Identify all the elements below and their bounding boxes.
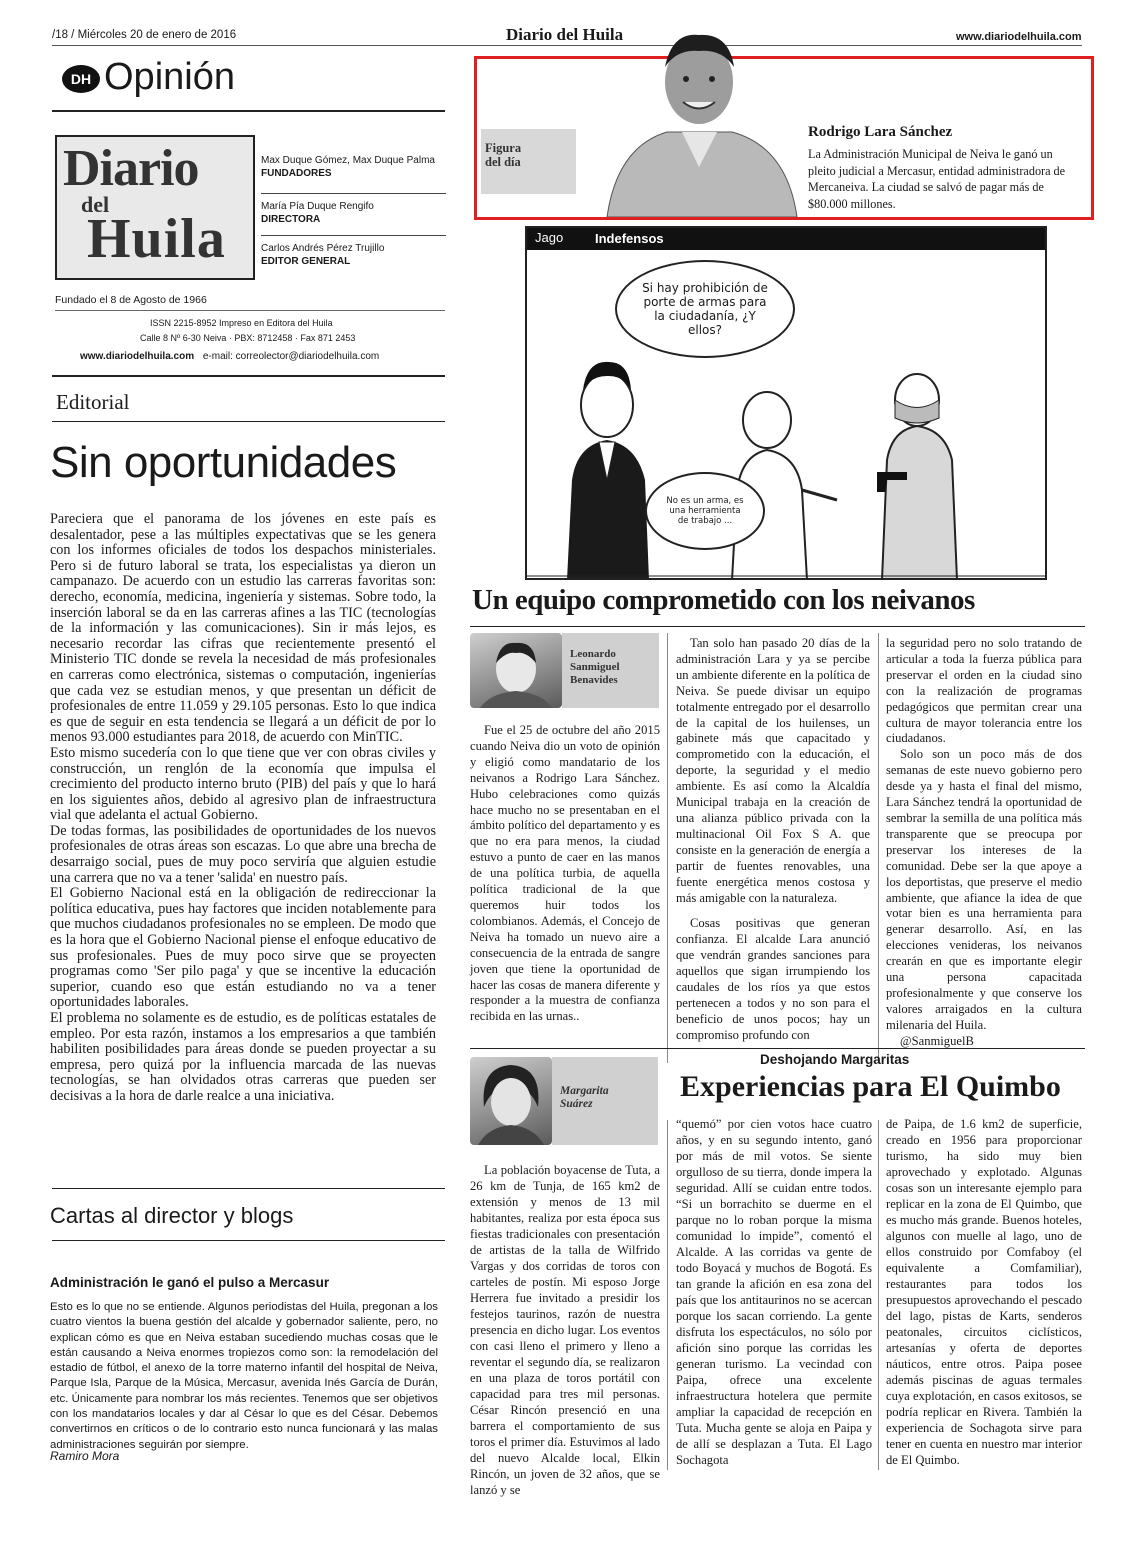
column2-top-rule bbox=[470, 1048, 1085, 1049]
author-portrait-icon bbox=[470, 1057, 552, 1145]
figura-label bbox=[485, 141, 521, 169]
staff-founders-names: Max Duque Gómez, Max Duque Palma bbox=[261, 155, 435, 166]
staff-founders bbox=[261, 152, 446, 194]
column1-author-line: Sanmiguel bbox=[570, 661, 620, 673]
address-line: Calle 8 Nº 6-30 Neiva · PBX: 8712458 · Fax 871 2453 bbox=[140, 333, 356, 343]
cartas-headline: Administración le ganó el pulso a Mercasur bbox=[50, 1275, 330, 1290]
figura-box bbox=[474, 56, 1094, 220]
issn-line: ISSN 2215-8952 Impreso en Editora del Huila bbox=[150, 318, 333, 328]
column2-headline: Experiencias para El Quimbo bbox=[680, 1070, 1061, 1103]
cartoon-panel bbox=[525, 226, 1047, 580]
dh-logo bbox=[62, 65, 100, 93]
column1-author-photo bbox=[470, 633, 562, 708]
editorial-kicker-rule bbox=[52, 421, 445, 422]
web-line bbox=[80, 351, 379, 362]
logo-word-huila: Huila bbox=[87, 208, 226, 270]
figura-portrait bbox=[597, 27, 802, 217]
cartas-section-title: Cartas al director y blogs bbox=[50, 1203, 294, 1228]
column1-handle[interactable]: @SanmiguelB bbox=[900, 1033, 974, 1048]
staff-editor-role: EDITOR GENERAL bbox=[261, 256, 351, 267]
column1-author-line: Benavides bbox=[570, 674, 618, 686]
figura-text: La Administración Municipal de Neiva le ganó un pleito judicial a Mercasur, entidad administradora de Mercaneiva. La ciudad se salvó de pagar más de $80.000 millones. bbox=[808, 147, 1066, 211]
column2-text-b: “quemó” por cien votos hace cuatro años, y en su segundo intento, ganó por más de mil votos. Se siente orgulloso de su tierra, donde impera la seguridad. Allí se cuidan entre todos. “Si un borrachito se duerme en el parque no lo roban porque la misma comunidad lo impide”, comentó el Alcalde. A las corridas va gente de todo Boyacá y muchos de Bogotá. Es tan grande la afición en esa zona del país que los antitaurinos no se acercan porque los sacan corriendo. La gente disfruta los espectáculos, no sólo por afición sino porque las corridas les generan turismo. La vecindad con Paipa, ofrece una excelente infraestructura hotelera que permite ampliar la capacidad de recepción en Tuta. Mucha gente se aloja en Paipa y de allí se desplazan a Tuta. El Lago Sochagota bbox=[676, 1117, 872, 1467]
cartas-body: Esto es lo que no se entiende. Algunos periodistas del Huila, pregonan a los cuatro vientos la buena gestión del alcalde y gobernador saliente, pero, no explican cómo es que en Neiva estaban sucediendo muchas cosas que le están causando a Neiva enormes tropiezos como son: la remodelación del estadio de fútbol, el anexo de la torre materno infantil del hospital de Neiva, Parque Isla, Parque de la Música, Mercasur, avenida Inés García de Durán, etc. Únicamente para nombrar los más recientes. Tenemos que ser objetivos con los mandatarios locales y dar al César lo que es del César. Debemos convertirnos en críticos o de lo contrario esto nunca funcionará y las malas administraciones seguirán por siempre. bbox=[50, 1301, 438, 1451]
column2-text-a: La población boyacense de Tuta, a 26 km de Tunja, de 165 km2 de extensión y menos de 13 mil habitantes, realiza por esta época sus fiestas tradicionales con presentación de artistas de la talla de Wilfrido Vargas y dos corridas de toros con carteles de postín. Mi esposo Jorge Herrera fue invitado a presidir los festejos taurinos, razón de nuestra presencia en dicho lugar. Los eventos con casi lleno el primero y lleno a reventar el segundo día, se realizaron en una plaza de toros portátil con capacidad para tres mil personas. César Rincón presenció en una barrera el comportamiento de sus toros el primer día. Estuvimos al lado del nuevo Alcalde local, Elkin Rincón, un joven de 32 años, que se lanzó y se bbox=[470, 1163, 660, 1497]
cartas-top-rule bbox=[52, 1188, 445, 1189]
column2-kicker: Deshojando Margaritas bbox=[760, 1052, 910, 1067]
staff-director bbox=[261, 194, 446, 236]
cartoon-bubble-1-text: Si hay prohibición de porte de armas para la ciudadanía, ¿Y ellos? bbox=[642, 281, 768, 337]
section-rule bbox=[52, 110, 445, 112]
staff-editor-name: Carlos Andrés Pérez Trujillo bbox=[261, 243, 385, 254]
editorial-paragraph: Pareciera que el panorama de los jóvenes en este país es desalentador, pese a las múltiples expectativas que se les genera con los informes oficiales de todos los despachos ministeriales. Pero si de futuro laboral se trata, los especialistas ya dieron un campanazo. De acuerdo con un estudio las carreras favoritas son: derecho, economía, medicina, ingeniería y sistemas. Sobre todo, la inserción laboral se da en las carreras afines a las TIC (tecnologías de la información y las comunicaciones). Sin ir más lejos, es necesario recordar las cifras que recientemente presentó el Ministerio TIC donde se revela la necesidad de más profesionales en carreras como electrónica, sistemas o computación, ingenierías que cada vez se estudian menos, y que presentan un déficit de profesionales de entre 11.059 y 29.105 personas. Esto lo que indica es que de seguir en esta tendencia se llegará a un déficit de por lo menos 93.000 estudiantes para 2018, de acuerdo con MinTIC. bbox=[50, 511, 436, 746]
column1-headline: Un equipo comprometido con los neivanos bbox=[472, 584, 975, 616]
staff-list bbox=[261, 152, 446, 276]
staff-director-role: DIRECTORA bbox=[261, 214, 321, 225]
column1-text-c bbox=[886, 636, 1082, 1050]
cartoon-author: Jago bbox=[535, 230, 564, 245]
figura-label-line: Figura bbox=[485, 141, 522, 155]
masthead-bottom-rule bbox=[52, 375, 445, 377]
author-portrait-icon bbox=[470, 633, 562, 708]
editorial-kicker: Editorial bbox=[56, 390, 130, 414]
column1-paragraph: Cosas positivas que generan confianza. El alcalde Lara anunció que vendrán grandes sanciones para aquellos que sigan irrumpiendo los caudales de los ríos ya que estos pertenecen a todos y no son para el beneficio de unos pocos; hay un compromiso profundo con bbox=[676, 916, 870, 1042]
column2-author-line: Suárez bbox=[560, 1098, 593, 1110]
cartoon-bubble-2-text: No es un arma, es una herramienta de trabajo ... bbox=[666, 496, 744, 526]
column1-divider-1 bbox=[667, 633, 668, 1063]
website-top: www.diariodelhuila.com bbox=[956, 31, 1082, 43]
staff-founders-role: FUNDADORES bbox=[261, 168, 332, 179]
figura-label-line: del día bbox=[485, 155, 521, 169]
masthead-logo bbox=[55, 135, 255, 280]
column1-divider-2 bbox=[878, 633, 879, 1063]
header-rule bbox=[52, 45, 1082, 46]
column1-author bbox=[570, 648, 620, 687]
person-portrait-icon bbox=[597, 27, 802, 217]
founded-line: Fundado el 8 de Agosto de 1966 bbox=[55, 294, 207, 306]
cartoon-bubble-1 bbox=[615, 260, 795, 358]
dh-logo-text: DH bbox=[70, 71, 92, 87]
column1-paragraph: Solo son un poco más de dos semanas de este nuevo gobierno pero desde ya y hasta el final del mismo, Lara Sánchez tendrá la oportunidad de sembrar la semilla de una política más transparente que se preocupa por preservar los intereses de la comunidad. Debe ser la que apoye a los deportistas, que preserve el medio ambiente, que afiance la idea de que votar bien es una herramienta para generar desarrollo. Así, en las elecciones venideras, los neivanos crearán en que es importante elegir una persona capacitada profesionalmente y que conserve los valores arraigados en la cultura milenaria del Huila. bbox=[886, 747, 1082, 1032]
editorial-headline: Sin oportunidades bbox=[50, 438, 397, 487]
editorial-body bbox=[50, 512, 436, 1105]
column2-divider-1 bbox=[667, 1120, 668, 1470]
logo-word-diario: Diario bbox=[63, 140, 199, 197]
masthead-top: Diario del Huila bbox=[506, 25, 624, 44]
column1-author-line: Leonardo bbox=[570, 648, 616, 660]
page-number-date: /18 / Miércoles 20 de enero de 2016 bbox=[52, 29, 237, 41]
column2-text-c: de Paipa, de 1.6 km2 de superficie, creado en 1956 para proporcionar turismo, ha sido muy bien aprovechado y explotado. Algunas cosas son un interesante ejemplo para replicar en la zona de El Quimbo, que es mucho más grande. Buenos hoteles, algunos con muelle al lago, uno de ellos construido por Comfaboy (el equivalente a Comfamiliar), restaurantes para todos los presupuestos aprovechando el pescado del lago, pistas de Karts, senderos peatonales, circuitos ciclísticos, artesanías y oferta de deportes náuticos, entre otros. Paipa posee además piscinas de aguas termales cuya explotación, en casos exitosos, se podría replicar en Rivera. También la experiencia de Sochagota sirve para tener en cuenta en nuestro mar interior de El Quimbo. bbox=[886, 1117, 1082, 1467]
editorial-paragraph: De todas formas, las posibilidades de oportunidades de los nuevos profesionales de otras áreas son escazas. Lo que abre una brecha de desarraigo social, pues de muy poco serviría que alguien estudie una carrera que no va a tener 'salida' en nuestro país. bbox=[50, 822, 436, 886]
column2-divider-2 bbox=[878, 1120, 879, 1470]
logo-word-del: del bbox=[81, 192, 110, 217]
web-link[interactable]: www.diariodelhuila.com bbox=[80, 351, 195, 362]
figura-name: Rodrigo Lara Sánchez bbox=[808, 124, 953, 140]
cartas-author: Ramiro Mora bbox=[50, 1449, 120, 1463]
column2-author-photo bbox=[470, 1057, 552, 1145]
column1-text-a: Fue el 25 de octubre del año 2015 cuando Neiva dio un voto de opinión y eligió como mandatario de los neivanos a Rodrigo Lara Sánchez. Hubo celebraciones como quizás hace mucho no se presentaban en el ámbito político del departamento y es que no era para menos, la ciudad estuvo a punto de caer en las manos de una política turbia, de aquella política tradicional de la que queremos huir todos los colombianos. Además, el Concejo de Neiva ha tomado un nuevo aire a consecuencia de la entrada de sangre joven que tiene la oportunidad de hacer las cosas de manera diferente y responder a la muestra de confianza recibida en las urnas.. bbox=[470, 723, 660, 1024]
staff-editor bbox=[261, 236, 446, 276]
editorial-paragraph: Esto mismo sucedería con lo que tiene que ver con obras civiles y construcción, un renglón de la economía que impulsa el crecimiento del producto interno bruto (PIB) del país y que lo hará en los siguientes años, debido al agresivo plan de infraestructura vial que adelanta el actual Gobierno. bbox=[50, 744, 436, 824]
staff-director-name: María Pía Duque Rengifo bbox=[261, 201, 374, 212]
column2-author bbox=[560, 1085, 609, 1111]
cartas-title-rule bbox=[52, 1240, 445, 1241]
column2-author-line: Margarita bbox=[560, 1085, 609, 1097]
section-title: Opinión bbox=[104, 56, 235, 98]
editorial-paragraph: El Gobierno Nacional está en la obligación de redireccionar la política educativa, pues hay factores que inciden notablemente para que muchos ciudadanos profesionales no se empleen. De modo que es la hora que el Gobierno Nacional piense el enfoque educativo de sus profesionales. Pues de muy poco sirve que se proyecten programas como 'Ser pilo paga' y que se incentive la educación superior, cuando eso que están estudiando no va a tener oportunidades laborales. bbox=[50, 885, 436, 1011]
cartoon-bubble-2 bbox=[645, 472, 765, 550]
founded-rule bbox=[55, 310, 445, 311]
cartoon-title: Indefensos bbox=[595, 231, 664, 246]
column1-text-b bbox=[676, 636, 870, 1044]
column1-paragraph: Tan solo han pasado 20 días de la administración Lara y ya se percibe un ambiente diferente en la política de Neiva. Se puede divisar un equipo totalmente entregado por el desarrollo de la capital de los huilenses, un gabinete más que capacitado y comprometido con la educación, el deporte, la seguridad y el medio ambiente. Es así como la Alcaldía Municipal trabaja en la creación de una alianza público privada con la multinacional Oil Fox S A. que consiste en la generación de energía a partir de fuentes renovables, una fuente energética menos costosa y más amigable con la naturaleza. bbox=[676, 636, 870, 905]
editorial-paragraph: El problema no solamente es de estudio, es de políticas estatales de empleo. Por esta razón, instamos a los empresarios a que también habiliten posibilidades para áreas donde se pueden proyectar a su empresa, pero quizá por la influencia marcada de las nuevas tecnologías, se han olvidados otras carreras que pueden ser decisivas a la hora de darle realce a una iniciativa. bbox=[50, 1010, 436, 1104]
email-link[interactable]: e-mail: correolector@diariodelhuila.com bbox=[202, 351, 380, 362]
column1-headline-rule bbox=[470, 626, 1085, 627]
column1-paragraph: la seguridad pero no solo tratando de articular a toda la fuerza pública para preservar el orden en la ciudad sino con la realización de programas pedagógicos que permitan crear una cultura de mayor tolerancia entre los ciudadanos. bbox=[886, 636, 1082, 746]
